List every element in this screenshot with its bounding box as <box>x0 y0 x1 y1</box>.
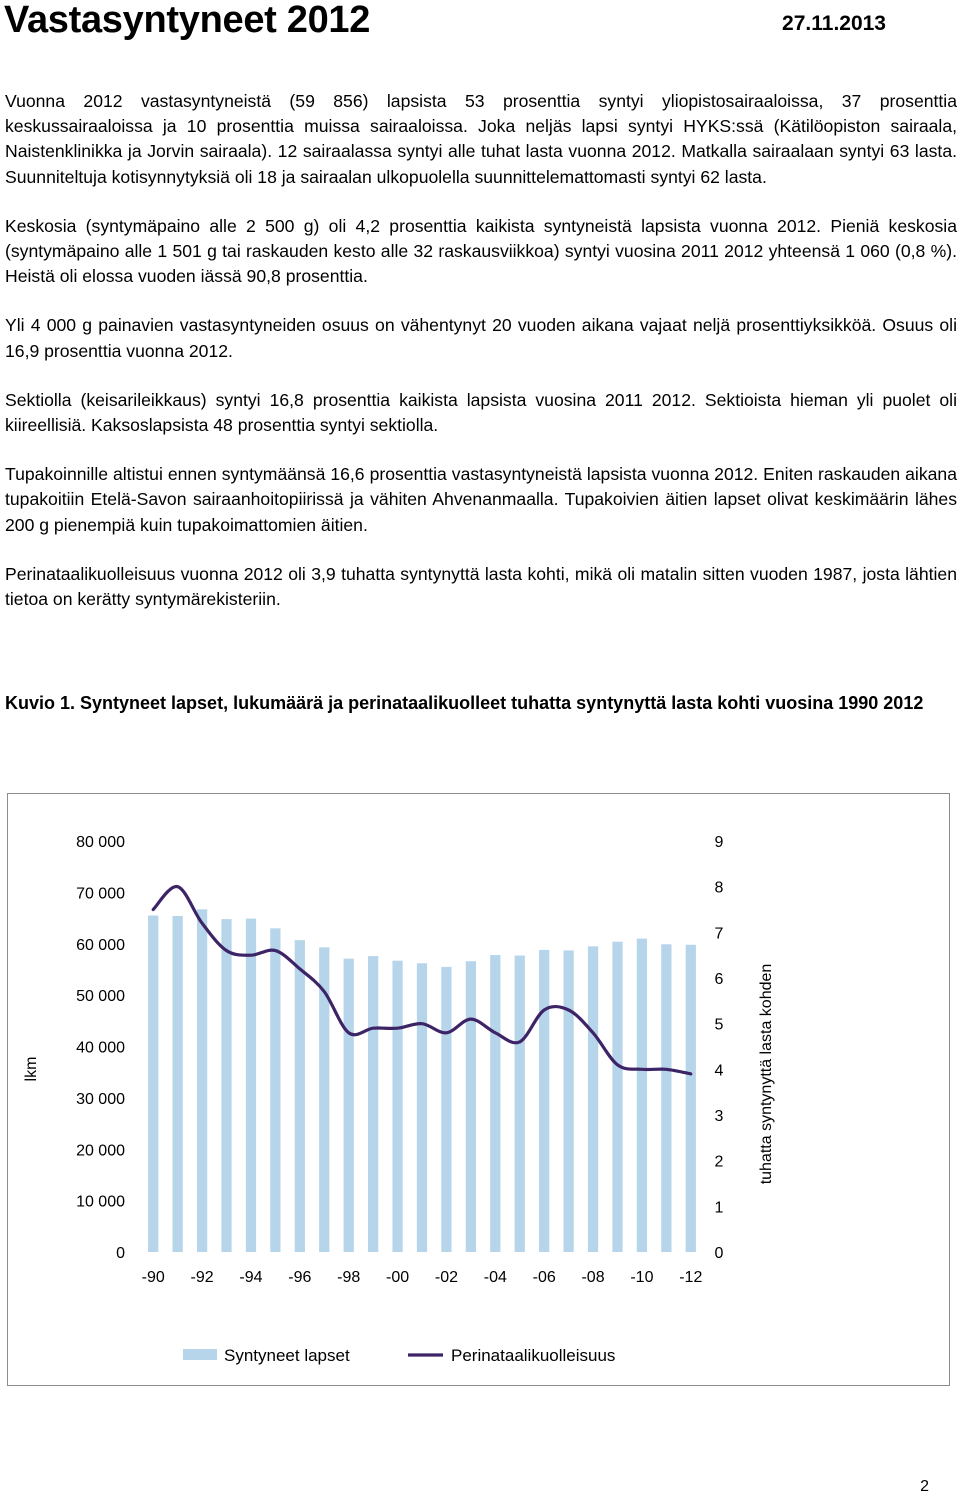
y-left-tick-label: 40 000 <box>76 1039 125 1057</box>
bar-syntyneet-lapset <box>515 956 525 1252</box>
x-tick-label: -06 <box>532 1269 556 1286</box>
bar-syntyneet-lapset <box>295 940 305 1252</box>
bar-syntyneet-lapset <box>148 915 158 1252</box>
y-left-tick-label: 70 000 <box>76 885 125 903</box>
document-date: 27.11.2013 <box>782 12 886 35</box>
y-right-tick-label: 1 <box>714 1199 724 1217</box>
bar-syntyneet-lapset <box>637 939 647 1252</box>
y-left-tick-label: 20 000 <box>76 1142 125 1160</box>
paragraph-births-by-hospital: Vuonna 2012 vastasyntyneistä (59 856) lapsista 53 prosenttia syntyi yliopistosairaaloissa, 37 prosenttia keskussairaaloissa ja 10 prosenttia muissa sairaaloissa. Joka neljäs lapsi syntyi HYKS:ssä (Kätilöopiston sairaala, Naistenklinikka ja Jorvin sairaala). 12 sairaalassa syntyi alle tuhat lasta vuonna 2012. Matkalla sairaalaan syntyi 63 lasta. Suunniteltuja kotisynnytyksiä oli 18 ja sairaalan ulkopuolella suunnittelemattomasti syntyi 62 lasta. <box>5 91 957 187</box>
y-left-tick-label: 30 000 <box>76 1090 125 1108</box>
births-mortality-chart <box>8 794 951 1387</box>
x-tick-label: -12 <box>679 1269 703 1286</box>
bar-syntyneet-lapset <box>392 961 402 1252</box>
x-tick-label: -98 <box>337 1269 361 1286</box>
y-left-tick-label: 60 000 <box>76 936 125 954</box>
y-left-tick-label: 0 <box>116 1245 125 1262</box>
bar-syntyneet-lapset <box>612 942 622 1252</box>
x-tick-label: -94 <box>239 1269 263 1286</box>
body-text <box>5 89 957 636</box>
y-left-axis-title: lkm <box>23 1056 40 1082</box>
y-right-tick-label: 8 <box>714 879 724 897</box>
paragraph-premature-births: Keskosia (syntymäpaino alle 2 500 g) oli 4,2 prosenttia kaikista syntyneistä lapsista vuonna 2012. Pieniä keskosia (syntymäpaino alle 1 501 g tai raskauden kesto alle 32 raskausviikkoa) syntyi vuosina 2011 2012 yhteensä 1 060 (0,8 %). Heistä oli elossa vuoden iässä 90,8 prosenttia. <box>5 215 957 287</box>
x-tick-label: -92 <box>190 1269 214 1286</box>
x-tick-label: -10 <box>630 1269 654 1286</box>
x-tick-label: -96 <box>288 1269 312 1286</box>
y-right-tick-label: 9 <box>714 834 724 851</box>
x-tick-label: -02 <box>434 1269 458 1286</box>
x-tick-label: -04 <box>483 1269 507 1286</box>
chart-frame <box>7 793 950 1386</box>
bar-syntyneet-lapset <box>344 959 354 1252</box>
bar-syntyneet-lapset <box>173 916 183 1252</box>
bar-syntyneet-lapset <box>270 928 280 1252</box>
document-title: Vastasyntyneet 2012 <box>4 0 371 41</box>
bar-syntyneet-lapset <box>539 950 549 1252</box>
bar-syntyneet-lapset <box>246 919 256 1252</box>
page-number: 2 <box>920 1478 929 1495</box>
bar-syntyneet-lapset <box>417 963 427 1252</box>
paragraph-heavy-newborns: Yli 4 000 g painavien vastasyntyneiden osuus on vähentynyt 20 vuoden aikana vajaat neljä prosenttiyksikköä. Osuus oli 16,9 prosenttia vuonna 2012. <box>5 315 957 361</box>
y-left-tick-label: 10 000 <box>76 1193 125 1211</box>
x-tick-label: -00 <box>386 1269 410 1286</box>
y-left-tick-label: 80 000 <box>76 834 125 851</box>
y-right-tick-label: 3 <box>714 1108 724 1125</box>
bar-syntyneet-lapset <box>686 945 696 1252</box>
y-right-axis-title: tuhatta syntynyttä lasta kohden <box>758 963 775 1185</box>
legend-label-bars: Syntyneet lapset <box>224 1346 350 1365</box>
y-right-tick-label: 6 <box>714 971 724 988</box>
y-right-tick-label: 4 <box>714 1062 724 1080</box>
y-right-tick-label: 7 <box>714 925 724 943</box>
bar-syntyneet-lapset <box>441 967 451 1252</box>
bar-syntyneet-lapset <box>588 946 598 1252</box>
bar-syntyneet-lapset <box>563 950 573 1252</box>
bar-syntyneet-lapset <box>197 909 207 1252</box>
legend-label-line: Perinataalikuolleisuus <box>451 1346 616 1365</box>
figure-caption: Kuvio 1. Syntyneet lapset, lukumäärä ja perinataalikuolleet tuhatta syntynyttä lasta kohti vuosina 1990 2012 <box>5 693 924 713</box>
y-right-tick-label: 0 <box>714 1245 724 1262</box>
bar-syntyneet-lapset <box>466 961 476 1252</box>
y-left-tick-label: 50 000 <box>76 988 125 1006</box>
y-right-tick-label: 2 <box>714 1153 724 1171</box>
bar-syntyneet-lapset <box>368 956 378 1252</box>
bar-syntyneet-lapset <box>221 919 231 1252</box>
bar-syntyneet-lapset <box>661 944 671 1252</box>
y-right-tick-label: 5 <box>714 1016 724 1034</box>
paragraph-smoking-exposure: Tupakoinnille altistui ennen syntymäänsä 16,6 prosenttia vastasyntyneistä lapsista vuonna 2012. Eniten raskauden aikana tupakoitiin Etelä-Savon sairaanhoitopiirissä ja vähiten Ahvenanmaalla. Tupakoivien äitien lapset olivat keskimäärin lähes 200 g pienempiä kuin tupakoimattomien äitien. <box>5 464 957 535</box>
x-tick-label: -08 <box>581 1269 605 1286</box>
paragraph-perinatal-mortality: Perinataalikuolleisuus vuonna 2012 oli 3,9 tuhatta syntynyttä lasta kohti, mikä oli matalin sitten vuoden 1987, josta lähtien tietoa on kerätty syntymärekisteriin. <box>5 563 957 610</box>
paragraph-caesarean-sections: Sektiolla (keisarileikkaus) syntyi 16,8 prosenttia kaikista lapsista vuosina 2011 2012. Sektioista hieman yli puolet oli kiireellisiä. Kaksoslapsista 48 prosenttia syntyi sektiolla. <box>5 389 957 436</box>
legend-swatch-bars <box>183 1349 217 1360</box>
bar-syntyneet-lapset <box>490 955 500 1252</box>
x-tick-label: -90 <box>141 1269 165 1286</box>
